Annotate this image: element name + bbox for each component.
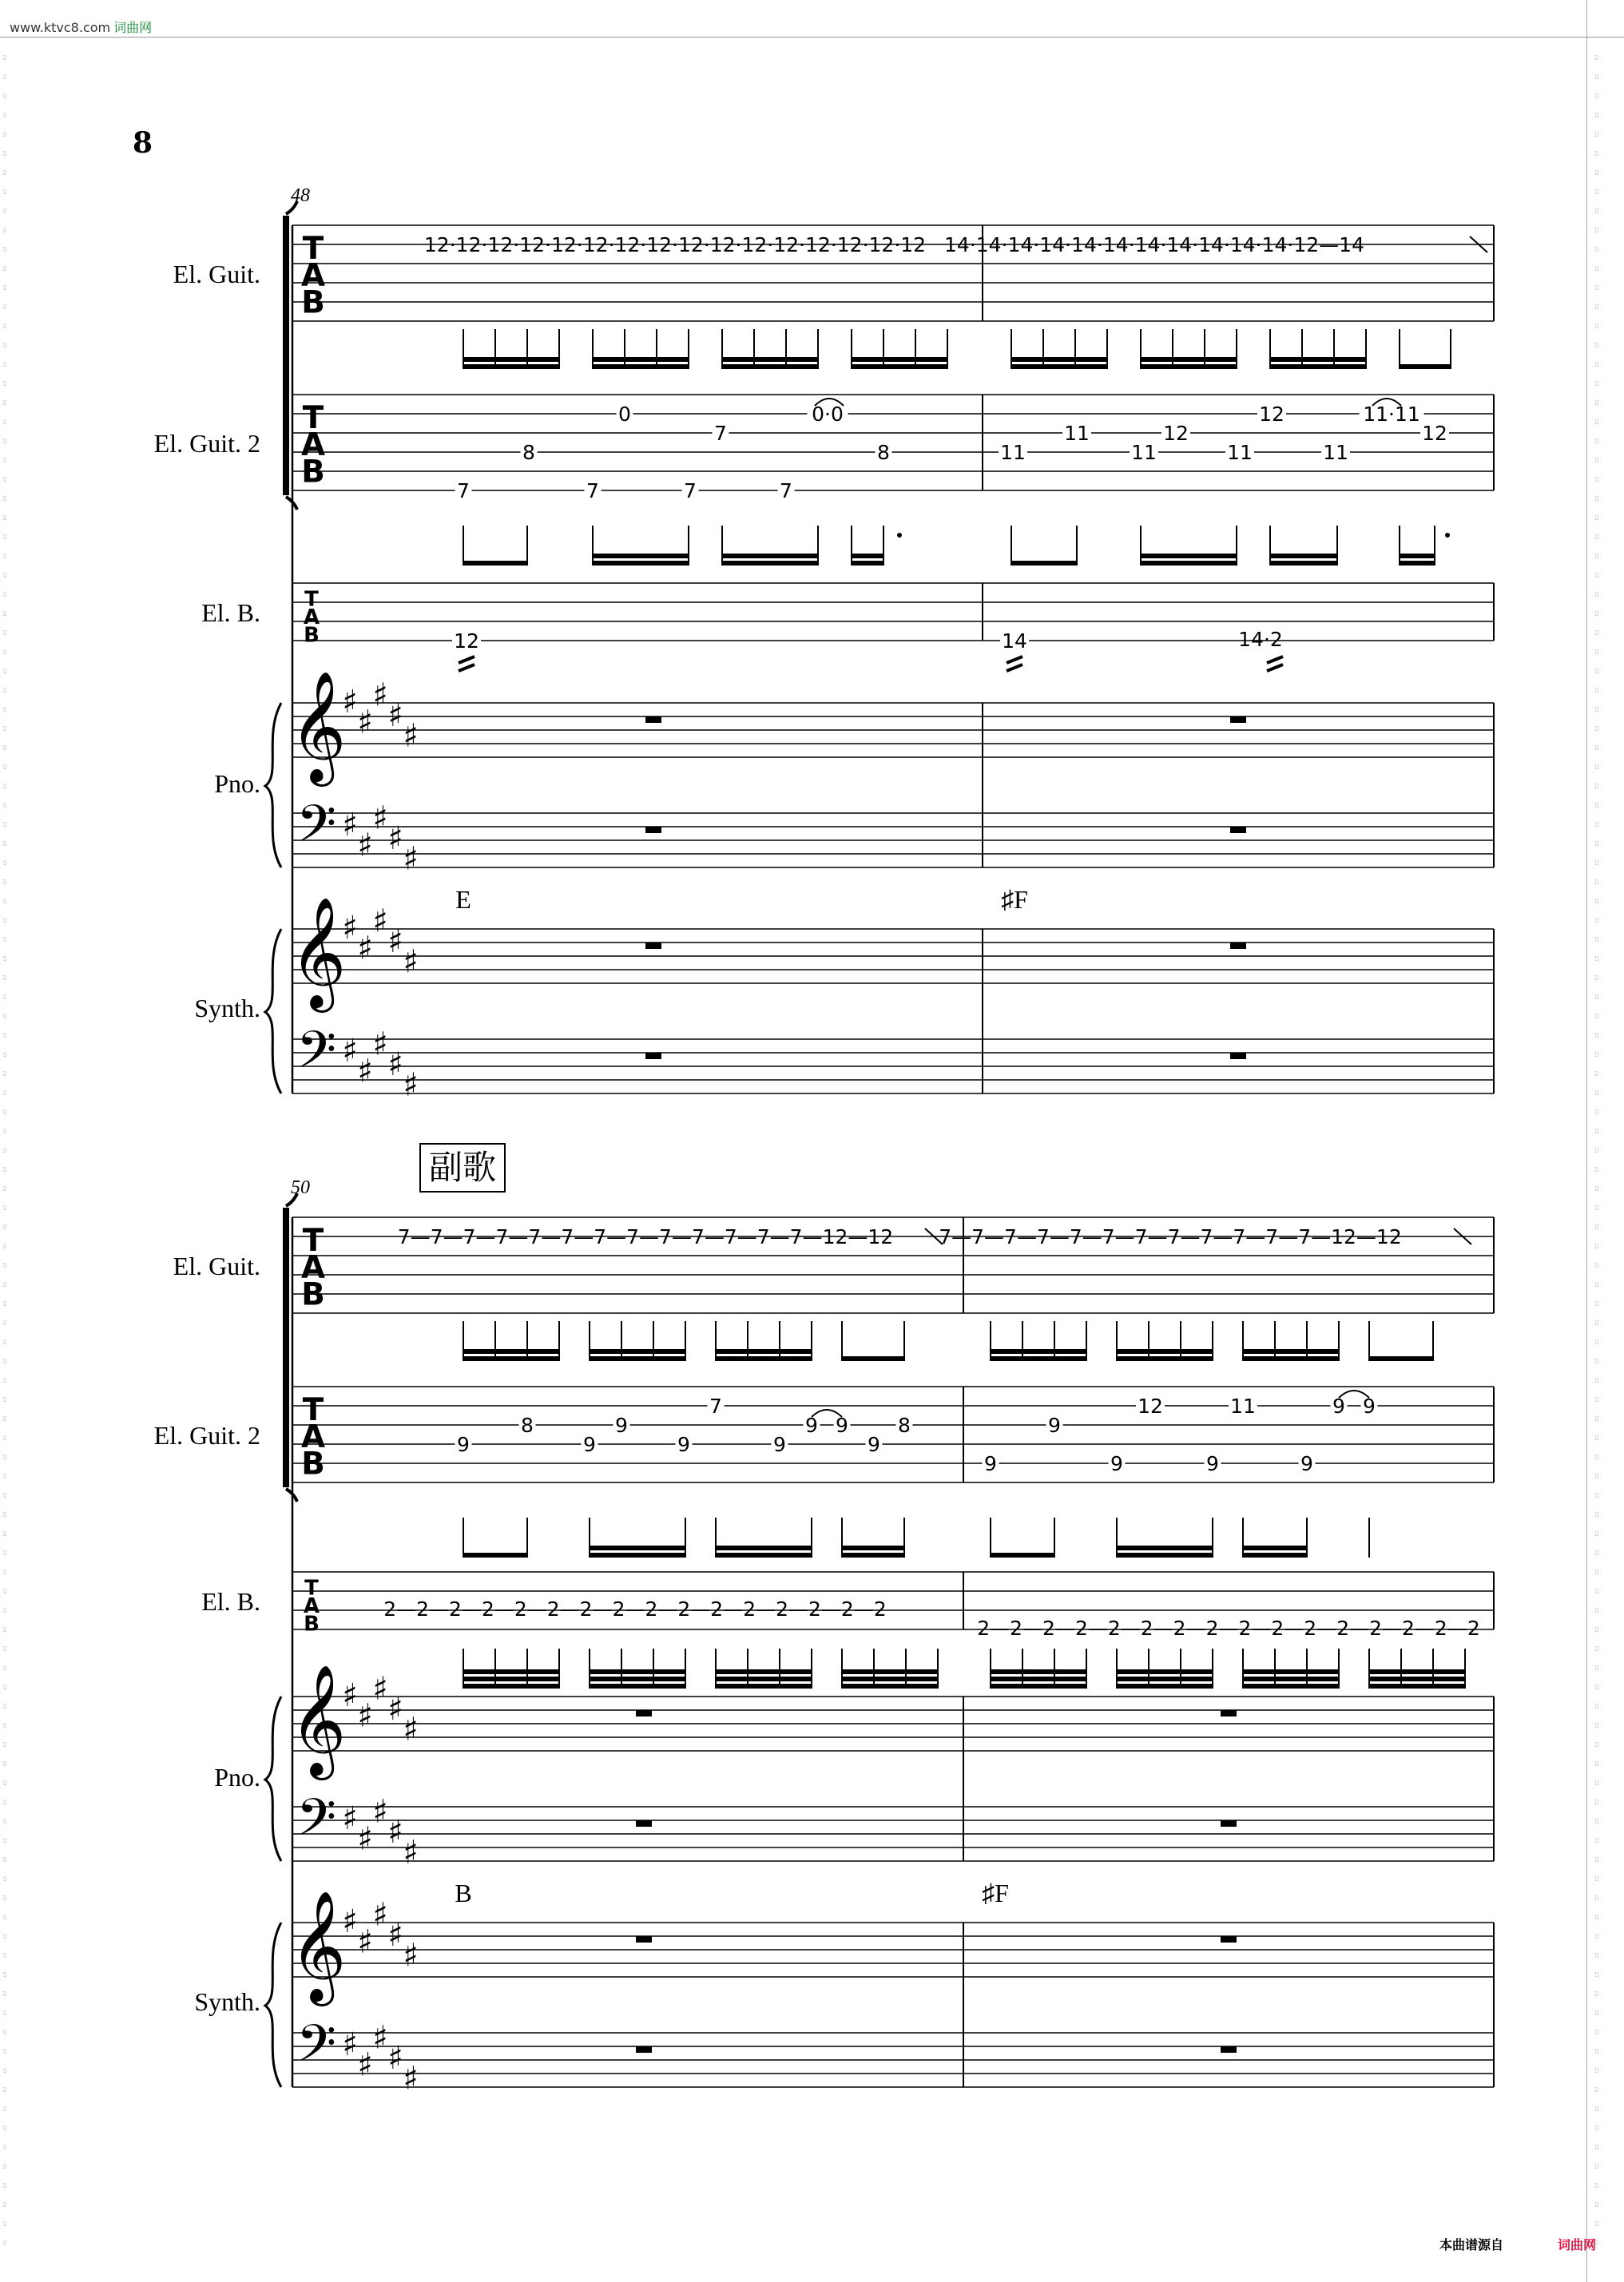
tab-fret-run: 7—7—7—7—7—7—7—7—7—7—7—7—7—12—12: [397, 1225, 894, 1248]
beam: [590, 1546, 685, 1550]
site-name: 词曲网: [113, 20, 153, 35]
sharp-sign: ♯: [372, 2019, 388, 2057]
tab-clef: A: [300, 427, 326, 463]
sharp-sign: ♯: [387, 697, 403, 734]
chord-symbol: ♯F: [982, 1879, 1009, 1907]
tab-fret: 7: [684, 479, 697, 502]
beam: [1141, 364, 1237, 369]
beam: [1369, 1677, 1465, 1681]
beam: [463, 1684, 559, 1689]
piano-brace: [265, 703, 281, 867]
tab-fret: 9: [1048, 1414, 1061, 1437]
tab-clef: B: [304, 623, 320, 648]
tab-fret: 11: [1323, 441, 1348, 464]
tremolo-mark: [459, 665, 474, 671]
instrument-label-guitar: El. Guit.: [173, 1252, 260, 1280]
tab-clef: T: [302, 399, 324, 436]
tab-fret: 11: [1064, 422, 1090, 445]
tab-fret: 9: [805, 1414, 818, 1437]
tab-fret: 7: [714, 422, 727, 445]
tab-clef: B: [304, 1612, 320, 1637]
measure-number: 50: [291, 1177, 310, 1198]
tab-fret: 9: [615, 1414, 628, 1437]
footer-source: 本曲谱源自: [1439, 2237, 1504, 2252]
beam: [1369, 1356, 1433, 1361]
instrument-label-piano: Pno.: [214, 1763, 260, 1792]
synth-brace: [265, 1923, 281, 2087]
tab-fret: 9: [868, 1433, 880, 1456]
sharp-sign: ♯: [387, 1917, 403, 1954]
sharp-sign: ♯: [342, 1677, 358, 1714]
sharp-sign: ♯: [357, 1053, 373, 1090]
beam: [842, 1553, 904, 1558]
bass-clef: 𝄢: [296, 1788, 337, 1860]
treble-clef: 𝄞: [289, 1891, 347, 2002]
beam: [463, 1356, 559, 1361]
beam: [716, 1553, 812, 1558]
sharp-sign: ♯: [357, 2046, 373, 2084]
tab-fret: 9: [1300, 1452, 1313, 1475]
whole-rest: [645, 827, 661, 833]
beam: [842, 1677, 938, 1681]
sharp-sign: ♯: [387, 820, 403, 857]
page-number: 8: [133, 126, 153, 160]
bass-fret-run: 2—2—2—2—2—2—2—2—2—2—2—2—2—2—2—2: [383, 1597, 887, 1621]
tab-fret: 11: [1131, 441, 1157, 464]
beam: [593, 364, 689, 369]
beam: [593, 561, 689, 566]
beam: [463, 364, 559, 369]
whole-rest: [636, 1710, 652, 1716]
bass-clef: 𝄢: [296, 2014, 337, 2086]
tab-clef: B: [301, 454, 325, 490]
beam: [716, 1356, 812, 1361]
whole-rest: [1221, 2046, 1237, 2053]
beam: [463, 1553, 527, 1558]
beam: [1243, 1553, 1307, 1558]
synth-brace: [265, 929, 281, 1093]
tab-fret: 11: [1227, 441, 1253, 464]
beam: [593, 554, 689, 558]
beam: [463, 1349, 559, 1354]
whole-rest: [636, 1820, 652, 1827]
beam: [991, 1349, 1086, 1354]
beam: [1270, 561, 1337, 566]
beam: [463, 1677, 559, 1681]
bass-fret: 12: [454, 629, 479, 653]
beam: [722, 364, 818, 369]
tab-fret: 8: [522, 441, 535, 464]
beam: [722, 561, 818, 566]
beam: [463, 357, 559, 362]
sharp-sign: ♯: [372, 677, 388, 714]
beam: [852, 561, 883, 566]
tab-fret: 12: [1163, 422, 1189, 445]
rehearsal-mark: 副歌: [428, 1148, 497, 1187]
beam: [1117, 1677, 1213, 1681]
tab-fret: 12: [1259, 403, 1285, 426]
tab-fret: 9: [1363, 1395, 1376, 1418]
whole-rest: [636, 2046, 652, 2053]
bass-clef: 𝄢: [296, 795, 337, 867]
beam: [1141, 561, 1237, 566]
sharp-sign: ♯: [357, 827, 373, 864]
system-1: [154, 185, 1494, 1104]
tab-clef: A: [300, 1419, 326, 1455]
beam: [1117, 1356, 1213, 1361]
sharp-sign: ♯: [342, 910, 358, 947]
sharp-sign: ♯: [387, 923, 403, 960]
tab-fret: 9: [984, 1452, 997, 1475]
left-watermark-strip: ▯ ▯ ▯ ▯ ▯ ▯ ▯ ▯ ▯ ▯ ▯ ▯ ▯ ▯ ▯ ▯ ▯ ▯ ▯ ▯ ▯ ▯ ▯ ▯ ▯ ▯ ▯ ▯ ▯ ▯ ▯ ▯ ▯ ▯ ▯ ▯ ▯ ▯ ▯ ▯ ▯ ▯ ▯ ▯ ▯ ▯ ▯ ▯ ▯ ▯ ▯ ▯ ▯ ▯ ▯ ▯ ▯ ▯ ▯ ▯ ▯ ▯ ▯ ▯ ▯ ▯ ▯ ▯ ▯ ▯ ▯ ▯ ▯ ▯ ▯ ▯ ▯ ▯ ▯ ▯ ▯ ▯ ▯ ▯ ▯ ▯ ▯ ▯ ▯ ▯ ▯ ▯ ▯ ▯ ▯ ▯ ▯ ▯ ▯ ▯ ▯ ▯ ▯ ▯ ▯ ▯ ▯ ▯ ▯ ▯ ▯ ▯ ▯ ▯ ▯: [3, 54, 7, 2246]
beam: [1270, 357, 1366, 362]
whole-rest: [645, 1053, 661, 1059]
sharp-sign: ♯: [403, 1066, 419, 1104]
sharp-sign: ♯: [357, 930, 373, 967]
beam: [590, 1349, 685, 1354]
sharp-sign: ♯: [403, 943, 419, 981]
beam: [1243, 1684, 1339, 1689]
sharp-sign: ♯: [342, 684, 358, 720]
beam: [852, 364, 947, 369]
tremolo-mark: [459, 657, 474, 663]
beam: [1270, 364, 1366, 369]
tab-fret: 8: [877, 441, 890, 464]
beam: [463, 561, 527, 566]
whole-rest: [645, 716, 661, 723]
beam: [590, 1684, 685, 1689]
sharp-sign: ♯: [372, 903, 388, 940]
tab-fret: 8: [898, 1414, 911, 1437]
tab-clef: T: [302, 1222, 324, 1259]
tab-fret: 9: [1206, 1452, 1219, 1475]
beam: [842, 1356, 904, 1361]
beam: [1400, 364, 1451, 369]
beam: [1243, 1356, 1339, 1361]
tab-clef: B: [301, 1446, 325, 1482]
piano-brace: [265, 1697, 281, 1861]
tab-fret: 12: [1422, 422, 1447, 445]
beam: [593, 357, 689, 362]
beam: [1011, 561, 1077, 566]
whole-rest: [1230, 716, 1246, 723]
beam: [842, 1546, 904, 1550]
tab-clef: T: [302, 230, 324, 267]
tab-fret: 7: [780, 479, 792, 502]
instrument-label-guitar2: El. Guit. 2: [153, 1421, 260, 1450]
tremolo-mark: [1007, 657, 1022, 663]
beam: [1243, 1669, 1339, 1674]
dot: [897, 533, 902, 538]
beam: [716, 1677, 812, 1681]
beam: [1117, 1546, 1213, 1550]
beam: [722, 357, 818, 362]
beam: [1400, 554, 1435, 558]
sharp-sign: ♯: [342, 2026, 358, 2063]
tremolo-mark: [1267, 657, 1283, 663]
tab-fret: 9: [836, 1414, 848, 1437]
beam: [1117, 1669, 1213, 1674]
sharp-sign: ♯: [403, 2060, 419, 2097]
instrument-label-bass: El. B.: [201, 598, 260, 627]
sharp-sign: ♯: [372, 1670, 388, 1708]
beam: [1117, 1553, 1213, 1558]
beam: [842, 1684, 938, 1689]
site-url[interactable]: www.ktvc8.com: [10, 20, 111, 35]
whole-rest: [1230, 827, 1246, 833]
beam: [1270, 554, 1337, 558]
sharp-sign: ♯: [372, 1793, 388, 1831]
tab-clef: T: [304, 1576, 319, 1601]
instrument-label-synth: Synth.: [194, 994, 260, 1022]
beam: [991, 1669, 1086, 1674]
tab-fret-run: 14·14·14·14·14·14·14·14·14·14·14·12—14: [944, 233, 1364, 256]
tab-fret-run: 12·12·12·12·12·12·12·12·12·12·12·12·12·12·12·12: [423, 233, 927, 256]
tab-fret: 7: [586, 479, 599, 502]
beam: [1011, 357, 1107, 362]
beam: [1243, 1677, 1339, 1681]
tab-fret: 12: [1138, 1395, 1163, 1418]
beam: [1141, 357, 1237, 362]
tab-fret: 11: [1000, 441, 1026, 464]
system-2: [154, 1144, 1494, 2097]
tab-clef: A: [300, 257, 326, 294]
beam: [1011, 364, 1107, 369]
sharp-sign: ♯: [357, 1820, 373, 1858]
tab-fret-run: 7—7—7—7—7—7—7—7—7—7—7—7—12—12: [939, 1225, 1402, 1248]
beam: [590, 1553, 685, 1558]
tab-clef: A: [300, 1249, 326, 1286]
tab-fret: 11·11: [1363, 403, 1420, 426]
whole-rest: [1221, 1710, 1237, 1716]
whole-rest: [645, 943, 661, 949]
sharp-sign: ♯: [403, 1834, 419, 1871]
beam: [1369, 1669, 1465, 1674]
whole-rest: [1230, 943, 1246, 949]
treble-clef: 𝄞: [289, 897, 347, 1008]
tab-fret: 9: [773, 1433, 786, 1456]
beam: [590, 1356, 685, 1361]
instrument-label-guitar: El. Guit.: [173, 260, 260, 288]
sharp-sign: ♯: [357, 1923, 373, 1961]
tab-clef: T: [304, 587, 319, 612]
tremolo-mark: [1267, 665, 1283, 671]
bass-fret: 14·2: [1238, 628, 1283, 651]
instrument-label-synth: Synth.: [194, 1987, 260, 2016]
bass-clef: 𝄢: [296, 1021, 337, 1093]
tab-fret: 7: [457, 479, 470, 502]
sharp-sign: ♯: [372, 1026, 388, 1063]
beam: [852, 554, 883, 558]
tab-fret: 9: [1110, 1452, 1123, 1475]
tab-clef: B: [301, 284, 325, 321]
sharp-sign: ♯: [372, 800, 388, 837]
tab-fret: 0: [618, 403, 631, 426]
instrument-label-guitar2: El. Guit. 2: [153, 429, 260, 458]
footer-logo[interactable]: 词曲网: [1558, 2237, 1597, 2252]
beam: [722, 554, 818, 558]
sharp-sign: ♯: [403, 840, 419, 878]
beam: [1117, 1684, 1213, 1689]
tremolo-mark: [1007, 665, 1022, 671]
tab-clef: A: [303, 605, 320, 629]
beam: [716, 1669, 812, 1674]
tab-clef: A: [303, 1594, 320, 1618]
beam: [716, 1349, 812, 1354]
chord-symbol: ♯F: [1001, 885, 1028, 914]
beam: [991, 1677, 1086, 1681]
beam: [1243, 1546, 1307, 1550]
whole-rest: [1221, 1820, 1237, 1827]
treble-clef: 𝄞: [289, 671, 347, 782]
sharp-sign: ♯: [403, 717, 419, 755]
sharp-sign: ♯: [387, 1046, 403, 1083]
tab-fret: 9: [677, 1433, 690, 1456]
beam: [590, 1677, 685, 1681]
beam: [991, 1356, 1086, 1361]
instrument-label-piano: Pno.: [214, 769, 260, 798]
treble-clef: 𝄞: [289, 1665, 347, 1776]
chord-symbol: E: [455, 885, 471, 914]
tab-fret: 11: [1230, 1395, 1256, 1418]
beam: [991, 1684, 1086, 1689]
beam: [716, 1684, 812, 1689]
whole-rest: [1230, 1053, 1246, 1059]
tab-fret: 9: [457, 1433, 470, 1456]
sharp-sign: ♯: [403, 1711, 419, 1748]
right-watermark-strip: ▯ ▯ ▯ ▯ ▯ ▯ ▯ ▯ ▯ ▯ ▯ ▯ ▯ ▯ ▯ ▯ ▯ ▯ ▯ ▯ ▯ ▯ ▯ ▯ ▯ ▯ ▯ ▯ ▯ ▯ ▯ ▯ ▯ ▯ ▯ ▯ ▯ ▯ ▯ ▯ ▯ ▯ ▯ ▯ ▯ ▯ ▯ ▯ ▯ ▯ ▯ ▯ ▯ ▯ ▯ ▯ ▯ ▯ ▯ ▯ ▯ ▯ ▯ ▯ ▯ ▯ ▯ ▯ ▯ ▯ ▯ ▯ ▯ ▯ ▯ ▯ ▯ ▯ ▯ ▯ ▯ ▯ ▯ ▯ ▯ ▯ ▯ ▯ ▯ ▯ ▯ ▯ ▯ ▯ ▯ ▯ ▯ ▯ ▯ ▯ ▯ ▯ ▯ ▯ ▯ ▯ ▯ ▯ ▯ ▯ ▯ ▯ ▯ ▯ ▯: [1595, 54, 1599, 2246]
chord-symbol: B: [455, 1879, 472, 1907]
beam: [463, 1669, 559, 1674]
sharp-sign: ♯: [372, 1896, 388, 1934]
sharp-sign: ♯: [342, 1903, 358, 1940]
whole-rest: [636, 1936, 652, 1943]
sharp-sign: ♯: [387, 2040, 403, 2077]
beam: [842, 1669, 938, 1674]
beam: [852, 357, 947, 362]
beam: [1243, 1349, 1339, 1354]
beam: [716, 1546, 812, 1550]
sharp-sign: ♯: [342, 807, 358, 843]
tab-clef: T: [302, 1391, 324, 1428]
bass-fret-run: 2—2—2—2—2—2—2—2—2—2—2—2—2—2—2—2: [977, 1617, 1480, 1640]
whole-rest: [1221, 1936, 1237, 1943]
beam: [991, 1553, 1054, 1558]
instrument-label-bass: El. B.: [201, 1587, 260, 1616]
tab-fret: 7: [709, 1395, 722, 1418]
measure-number: 48: [291, 185, 310, 206]
tab-fret: 0·0: [812, 403, 844, 426]
dot: [1445, 533, 1450, 538]
tab-clef: B: [301, 1276, 325, 1313]
tab-fret: 9: [1332, 1395, 1345, 1418]
sharp-sign: ♯: [357, 1697, 373, 1735]
beam: [1141, 554, 1237, 558]
beam: [1400, 561, 1435, 566]
sharp-sign: ♯: [403, 1937, 419, 1974]
tab-fret: 9: [583, 1433, 596, 1456]
beam: [590, 1669, 685, 1674]
bass-fret: 14: [1002, 629, 1027, 653]
sharp-sign: ♯: [387, 1691, 403, 1728]
sharp-sign: ♯: [357, 704, 373, 741]
tab-fret: 8: [521, 1414, 534, 1437]
beam: [1117, 1349, 1213, 1354]
beam: [1369, 1684, 1465, 1689]
sharp-sign: ♯: [387, 1814, 403, 1851]
sharp-sign: ♯: [342, 1800, 358, 1837]
sharp-sign: ♯: [342, 1033, 358, 1070]
